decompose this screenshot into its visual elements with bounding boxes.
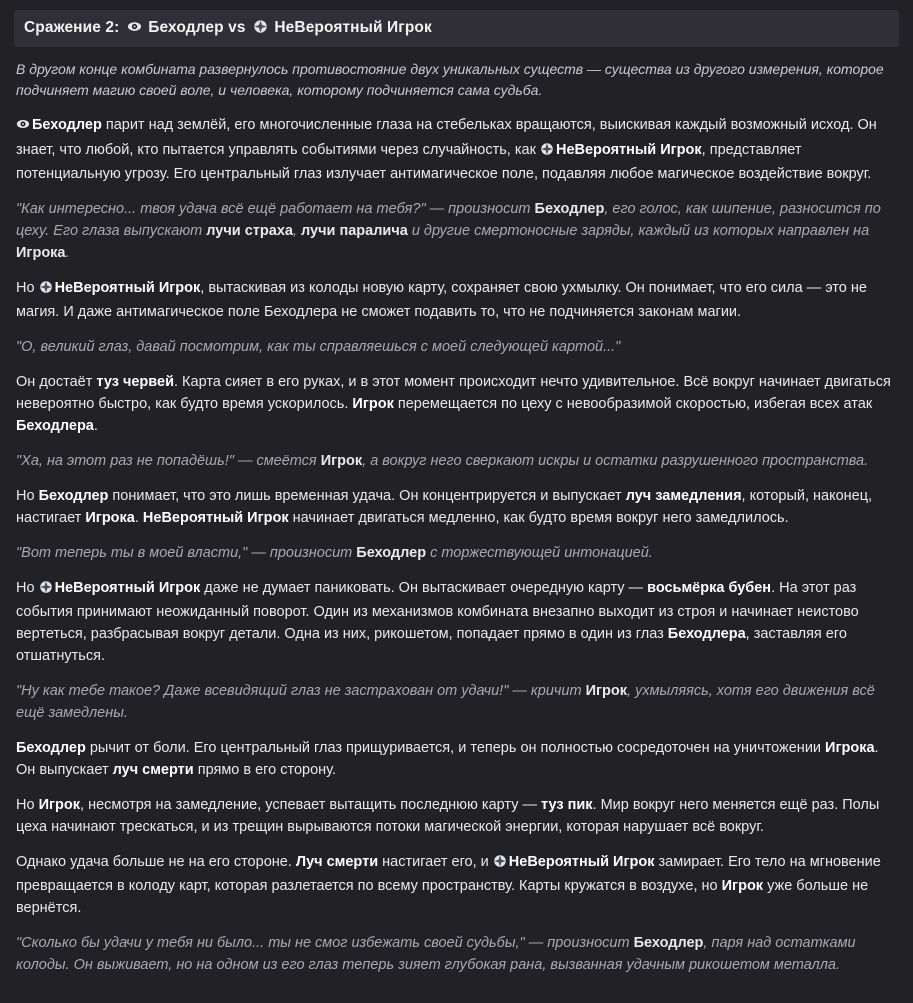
text-run: , паря над остатками колоды. Он выживает, но на одном из его глаз теперь зияет глубокая рана, вызванная удачным рикошетом металла. (16, 935, 856, 974)
narration-paragraph (16, 371, 897, 437)
emphasis-term: восьмёрка бубен (647, 579, 772, 596)
sparkle-icon (493, 853, 509, 875)
text-run: , его голос, как шипение, разносится по цеху. Его глаза выпускают (16, 200, 881, 239)
emphasis-term: Игрок (352, 395, 394, 412)
text-run: . Карта сияет в его руках, и в этот момент происходит нечто удивительное. Всё вокруг начинает двигаться невероятно быстро, как будто время ускорилось. (16, 373, 891, 412)
text-run: , представляет потенциальную угрозу. Его центральный глаз излучает антимагическое поле, подавляя любое магическое воздействие вокруг. (16, 141, 872, 182)
text-run: Но (16, 579, 39, 596)
emphasis-term: Луч смерти (295, 854, 379, 871)
dialogue-paragraph (16, 680, 897, 724)
text-run: прямо в его сторону. (193, 762, 336, 779)
narration-paragraph (16, 485, 897, 529)
text-run: , несмотря на замедление, успевает вытащить последнюю карту — (80, 797, 542, 814)
text-run: , вытаскивая из колоды новую карту, сохраняет свою ухмылку. Он понимает, что его сила — это не магия. И даже антимагическое поле Беходлера не сможет подавить то, что не подчиняется законам магии. (16, 279, 867, 320)
text-run: парит над землёй, его многочисленные глаза на стебельках вращаются, выискивая каждый возможный исход. Он знает, что любой, кто пытается управлять событиями через случайность, как (16, 117, 877, 158)
dialogue-paragraph (16, 336, 897, 358)
narration-paragraph (16, 737, 897, 781)
emphasis-term: НеВероятный Игрок (142, 509, 289, 526)
text-run: Однако удача больше не на его стороне. (16, 854, 296, 871)
emphasis-term: луч смерти (112, 762, 194, 779)
emphasis-term: Беходлера (16, 417, 94, 434)
sparkle-icon (39, 279, 55, 301)
emphasis-term: луч замедления (625, 487, 742, 504)
text-run: , заставляя его отшатнуться. (16, 626, 847, 665)
right-fighter-name: НеВероятный Игрок (274, 19, 432, 36)
text-run: . На этот раз события принимают неожиданный поворот. Один из механизмов комбината внезапно выходит из строя и начинает неистово вертеться, разбрасывая вокруг детали. Одна из них, рикошетом, попадает прямо в один из глаз (16, 579, 859, 643)
emphasis-term: Беходлер (38, 487, 109, 504)
battle-title-bar (14, 10, 899, 47)
text-run: Но (16, 487, 39, 504)
emphasis-term: лучи паралича (301, 222, 408, 239)
narration-paragraph (16, 277, 897, 323)
text-run: . Мир вокруг него меняется ещё раз. Полы цеха начинают трескаться, и из трещин вырываются потоки магической энергии, которая нарушает всё вокруг. (16, 797, 880, 836)
text-run: рычит от боли. Его центральный глаз прищуривается, и теперь он полностью сосредоточен на уничтожении (85, 740, 826, 757)
quoted-speech: "Вот теперь ты в моей власти," (16, 544, 248, 561)
emphasis-term: Беходлер (32, 117, 102, 134)
narration-paragraph (16, 794, 897, 838)
emphasis-term: НеВероятный Игрок (54, 279, 201, 296)
quoted-speech: "Как интересно... твоя удача всё ещё работает на тебя?" (16, 200, 426, 217)
eye-icon (127, 19, 142, 34)
emphasis-term: НеВероятный Игрок (54, 579, 201, 596)
text-run: . (65, 244, 70, 261)
text-run: понимает, что это лишь временная удача. Он концентрируется и выпускает (108, 487, 626, 504)
narration-paragraph (16, 577, 897, 667)
text-run: — произносит (425, 200, 535, 217)
battle-body (14, 114, 899, 976)
quoted-speech: "Сколько бы удачи у тебя ни было... ты не смог избежать своей судьбы," (16, 935, 525, 952)
eye-icon (16, 116, 32, 138)
emphasis-term: туз червей (96, 373, 174, 390)
text-run: начинает двигаться медленно, как будто время вокруг него замедлилось. (288, 509, 789, 526)
quoted-speech: "Ха, на этот раз не попадёшь!" (16, 452, 234, 469)
text-run: — произносит (247, 544, 357, 561)
text-run: . Он выпускает (16, 740, 879, 779)
emphasis-term: Игрок (585, 683, 628, 700)
dialogue-paragraph (16, 198, 897, 264)
emphasis-term: Беходлер (534, 200, 605, 217)
emphasis-term: НеВероятный Игрок (508, 854, 655, 871)
text-run: — смеётся (233, 452, 321, 469)
text-run: , который, наконец, настигает (16, 487, 873, 526)
vs-label: vs (228, 19, 246, 36)
emphasis-term: Игрок (320, 452, 363, 469)
text-run: уже больше не вернётся. (16, 878, 869, 917)
emphasis-term: Игрока (825, 740, 875, 757)
emphasis-term: Игрок (721, 878, 764, 895)
emphasis-term: Игрок (38, 797, 81, 814)
text-run: — произносит (524, 935, 634, 952)
emphasis-term: Беходлер (16, 740, 86, 757)
emphasis-term: Игрока (16, 244, 66, 261)
emphasis-term: Беходлер (633, 935, 704, 952)
text-run: Но (16, 279, 39, 296)
quoted-speech: "Ну как тебе такое? Даже всевидящий глаз не застрахован от удачи!" (16, 683, 509, 700)
text-run: Но (16, 797, 39, 814)
dialogue-paragraph (16, 542, 897, 564)
left-fighter-name: Беходлер (148, 19, 224, 36)
emphasis-term: лучи страха (206, 222, 293, 239)
battle-intro: В другом конце комбината развернулось противостояние двух уникальных существ — существа из другого измерения, которое подчиняет магию своей воле, и человека, которому подчиняется сама судьба. (16, 61, 884, 99)
text-run: , а вокруг него сверкают искры и остатки разрушенного пространства. (362, 452, 869, 469)
sparkle-icon (540, 141, 556, 163)
narration-paragraph (16, 851, 897, 919)
text-run: перемещается по цеху с невообразимой скоростью, избегая всех атак (393, 395, 873, 412)
sparkle-icon (39, 579, 55, 601)
narration-paragraph (16, 114, 897, 184)
emphasis-term: Беходлер (356, 544, 427, 561)
text-run: настигает его, и (378, 854, 493, 871)
dialogue-paragraph (16, 450, 897, 472)
text-run: — кричит (508, 683, 586, 700)
quoted-speech: "О, великий глаз, давай посмотрим, как ты справляешься с моей следующей картой..." (16, 338, 621, 355)
text-run: замирает. Его тело на мгновение превращается в колоду карт, которая разлетается по всему пространству. Карты кружатся в воздухе, но (16, 854, 881, 895)
text-run: даже не думает паниковать. Он вытаскивает очередную карту — (200, 579, 648, 596)
text-run: . (93, 417, 98, 434)
text-run: , (292, 222, 302, 239)
text-run: и другие смертоносные заряды, каждый из которых направлен на (407, 222, 870, 239)
text-run: , ухмыляясь, хотя его движения всё ещё замедлены. (16, 683, 875, 722)
emphasis-term: Беходлера (667, 626, 746, 643)
sparkle-icon (253, 19, 268, 34)
dialogue-paragraph (16, 932, 897, 976)
emphasis-term: НеВероятный Игрок (555, 141, 702, 158)
battle-title-prefix: Сражение 2: (24, 19, 120, 36)
emphasis-term: Игрока (85, 509, 135, 526)
text-run: с торжествующей интонацией. (426, 544, 653, 561)
emphasis-term: туз пик (541, 797, 593, 814)
text-run: Он достаёт (16, 373, 97, 390)
text-run: . (134, 509, 143, 526)
